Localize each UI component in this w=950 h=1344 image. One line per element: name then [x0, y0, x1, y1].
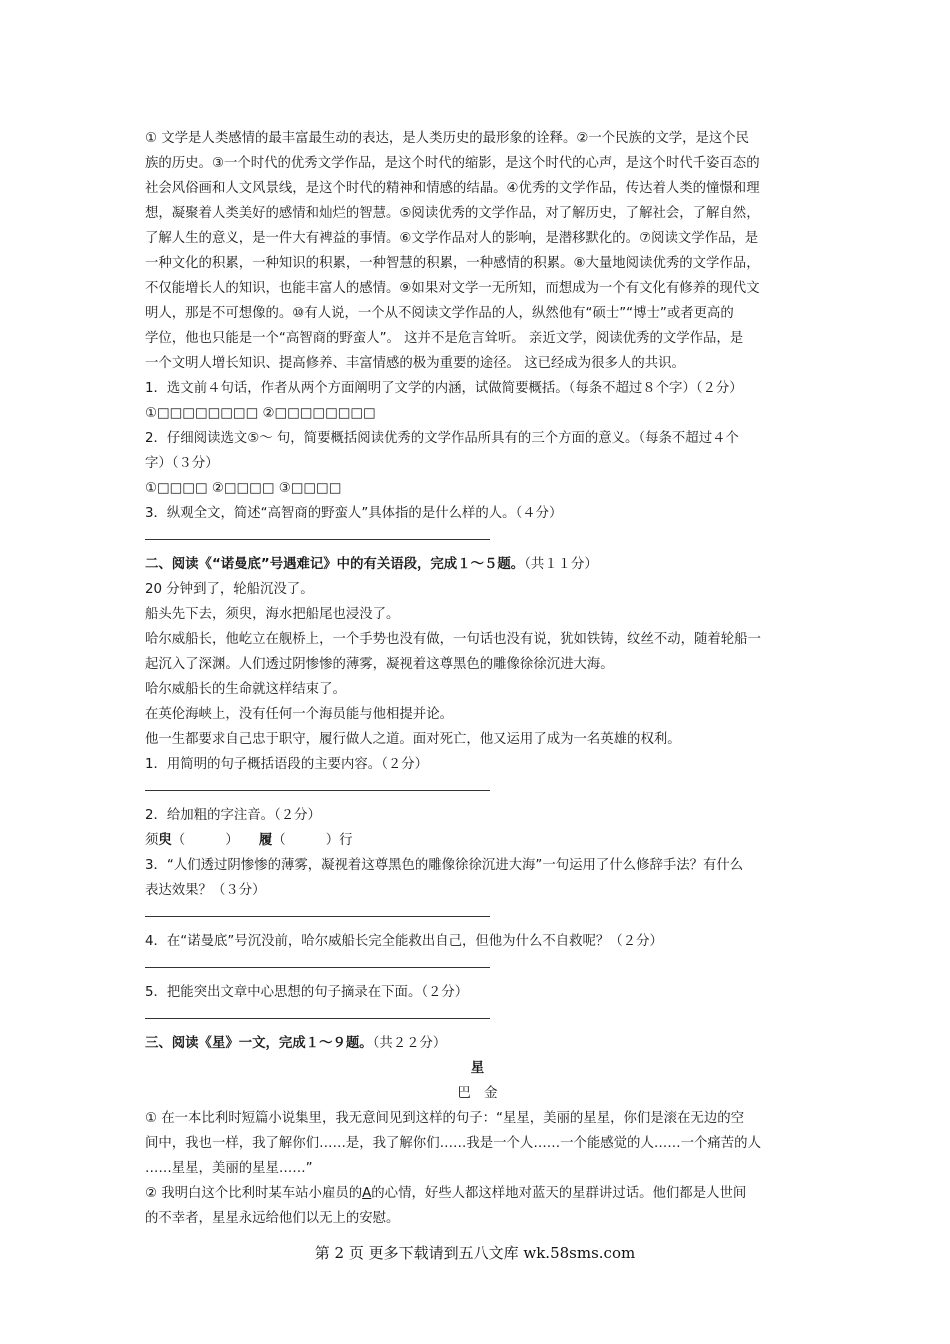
- passage3-line: 间中，我也一样，我了解你们……是，我了解你们……我是一个人……一个能感觉的人……一个痛苦的人: [145, 1136, 761, 1151]
- page-footer: 第 2 页 更多下载请到五八文库 wk.58sms.com: [314, 1244, 636, 1262]
- answer-boxes-1-1: ①□□□□□□□□ ②□□□□□□□□: [145, 406, 376, 421]
- section-3-title-bold: 三、阅读《星》一文，完成１～９题。: [145, 1036, 373, 1051]
- answer-blank[interactable]: [145, 903, 490, 917]
- passage3-para2: [145, 1181, 810, 1206]
- passage1-line: 明人，那是不可想像的。⑩有人说，一个从不阅读文学作品的人，纵然他有“硕士”“博士”或者更高的: [145, 306, 734, 321]
- section-2-title-bold: 二、阅读《“诺曼底”号遇难记》中的有关语段，完成１～５题。: [145, 557, 525, 572]
- para2-text-a: ② 我明白这个比利时某车站小雇员的: [145, 1186, 363, 1201]
- passage2-line: 哈尔威船长，他屹立在舰桥上，一个手势也没有做，一句话也没有说，犹如铁铸，纹丝不动，随着轮船一: [145, 632, 761, 647]
- passage3-line: 的不幸者，星星永远给他们以无上的安慰。: [145, 1211, 400, 1226]
- section-2-score: （共１１分）: [524, 557, 598, 572]
- passage1-line: 了解人生的意义，是一件大有裨益的事情。⑥文学作品对人的影响，是潜移默化的。⑦阅读文学作品，是: [145, 231, 759, 246]
- bold-char-yu: 臾: [158, 833, 172, 848]
- passage2-line: 起沉入了深渊。人们透过阴惨惨的薄雾，凝视着这尊黑色的雕像徐徐沉进大海。: [145, 657, 614, 672]
- question-1-3: 3．纵观全文，简述“高智商的野蛮人”具体指的是什么样的人。（４分）: [145, 506, 563, 521]
- page-content: [145, 126, 810, 1231]
- passage3-line: ……星星，美丽的星星……”: [145, 1161, 313, 1176]
- char-xu: 须: [145, 833, 159, 848]
- bold-char-lv: 履: [258, 833, 273, 848]
- pinyin-blank-1[interactable]: （ ）: [171, 833, 233, 848]
- question-1-2-cont: 字）（３分）: [145, 456, 219, 471]
- answer-blank[interactable]: [145, 777, 490, 791]
- passage1-line: 一个文明人增长知识、提高修养、丰富情感的极为重要的途径。 这已经成为很多人的共识。: [145, 356, 685, 371]
- answer-blank[interactable]: [145, 526, 490, 540]
- char-xing: 行: [339, 833, 353, 848]
- answer-boxes-1-2: ①□□□□ ②□□□□ ③□□□□: [145, 481, 342, 496]
- passage2-line: 他一生都要求自己忠于职守，履行做人之道。面对死亡，他又运用了成为一名英雄的权利。: [145, 732, 681, 747]
- question-2-1: 1．用简明的句子概括语段的主要内容。（２分）: [145, 757, 429, 772]
- passage1-line: 一种文化的积累，一种知识的积累，一种智慧的积累，一种感情的积累。⑧大量地阅读优秀的文学作品，: [145, 256, 760, 271]
- question-2-4: 4．在“诺曼底”号沉没前，哈尔威船长完全能救出自己，但他为什么不自救呢？（２分）: [145, 934, 663, 949]
- para2-text-b: 的心情，好些人都这样地对蓝天的星群讲过话。他们都是人世间: [371, 1186, 747, 1201]
- passage3-line: ① 在一本比利时短篇小说集里，我无意间见到这样的句子：“星星，美丽的星星，你们是滚在无边的空: [145, 1111, 744, 1126]
- question-2-3: 3．“人们透过阴惨惨的薄雾，凝视着这尊黑色的雕像徐徐沉进大海”一句运用了什么修辞手法？有什么: [145, 858, 744, 873]
- marked-blank-a: A: [362, 1186, 372, 1201]
- question-1-1: 1．选文前４句话，作者从两个方面阐明了文学的内涵，试做简要概括。（每条不超过８个字）（２分）: [145, 381, 743, 396]
- question-2-3-cont: 表达效果？（３分）: [145, 883, 266, 898]
- passage2-line: 在英伦海峡上，没有任何一个海员能与他相提并论。: [145, 707, 453, 722]
- passage1-line: 想，凝聚着人类美好的感情和灿烂的智慧。⑤阅读优秀的文学作品，对了解历史，了解社会，了解自然，: [145, 206, 760, 221]
- section-3-score: （共２２分）: [372, 1036, 447, 1051]
- question-1-2: 2．仔细阅读选文⑤～ 句，简要概括阅读优秀的文学作品所具有的三个方面的意义。（每条不超过４个: [145, 431, 739, 446]
- passage1-line: 族的历史。③一个时代的优秀文学作品，是这个时代的缩影，是这个时代的心声，是这个时代千姿百态的: [145, 156, 760, 171]
- pinyin-line: [145, 828, 810, 853]
- article-title: 星: [470, 1061, 485, 1076]
- passage2-line: 哈尔威船长的生命就这样结束了。: [145, 682, 346, 697]
- pinyin-blank-2[interactable]: （ ）: [272, 833, 340, 848]
- question-2-5: 5．把能突出文章中心思想的句子摘录在下面。（２分）: [145, 985, 469, 1000]
- question-2-2: 2．给加粗的字注音。（２分）: [145, 808, 321, 823]
- article-author: 巴 金: [457, 1086, 498, 1101]
- passage1-line: 学位，他也只能是一个“高智商的野蛮人”。 这并不是危言耸听。 亲近文学，阅读优秀的文学作品，是: [145, 331, 744, 346]
- passage1-line: 不仅能增长人的知识，也能丰富人的感情。⑨如果对文学一无所知，而想成为一个有文化有修养的现代文: [145, 281, 760, 296]
- section-3-title: [145, 1031, 810, 1056]
- passage2-line: 20 分钟到了，轮船沉没了。: [145, 582, 314, 597]
- passage2-line: 船头先下去，须臾，海水把船尾也浸没了。: [145, 607, 400, 622]
- section-2-title: [145, 552, 810, 577]
- passage1-line: 社会风俗画和人文风景线，是这个时代的精神和情感的结晶。④优秀的文学作品，传达着人类的憧憬和理: [145, 181, 760, 196]
- answer-blank[interactable]: [145, 1005, 490, 1019]
- passage1-line: ① 文学是人类感情的最丰富最生动的表达，是人类历史的最形象的诠释。②一个民族的文学，是这个民: [145, 131, 750, 146]
- answer-blank[interactable]: [145, 954, 490, 968]
